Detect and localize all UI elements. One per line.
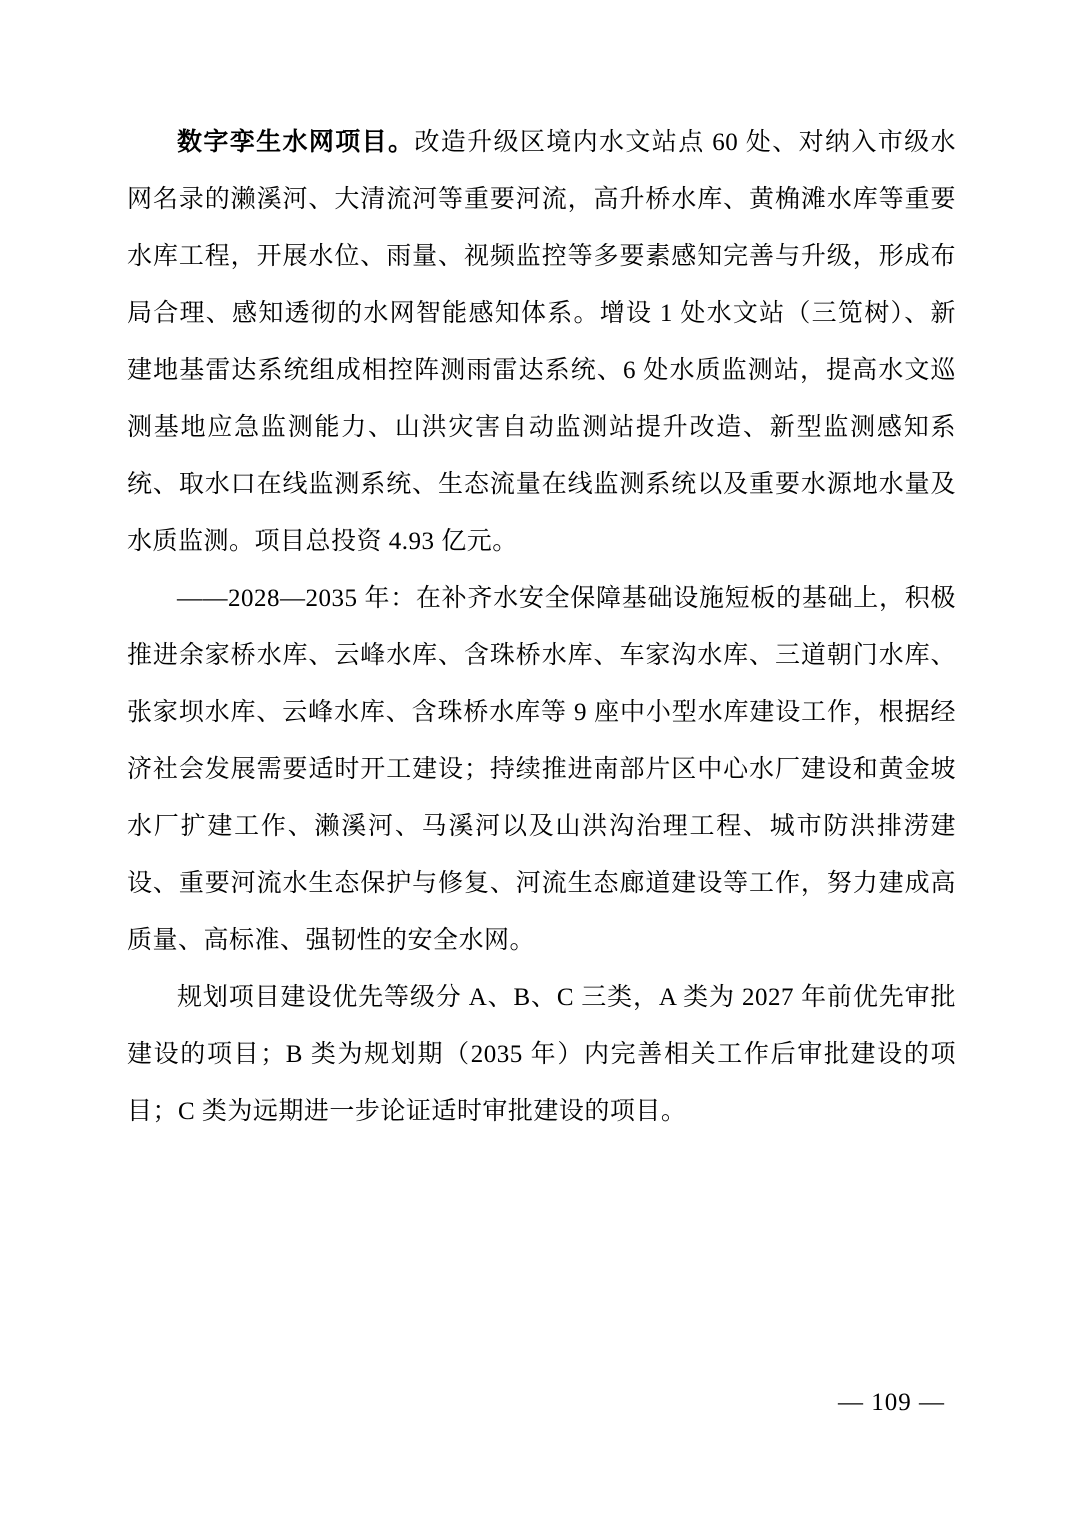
paragraph-text: ——2028—2035 年：在补齐水安全保障基础设施短板的基础上，积极推进余家桥水库、云峰水库、含珠桥水库、车家沟水库、三道朝门水库、张家坝水库、云峰水库、含珠桥水库等 9 座中小型水库建设工作，根据经济社会发展需要适时开工建设；持续推进南部片区中心水厂建设和黄金坡水厂扩建工作、濑溪河、马溪河以及山洪沟治理工程、城市防洪排涝建设、重要河流水生态保护与修复、河流生态廊道建设等工作，努力建成高质量、高标准、强韧性的安全水网。 xyxy=(127,585,956,954)
paragraph-digital-twin-water-network xyxy=(127,114,956,570)
document-body xyxy=(127,114,956,1140)
paragraph-text: 规划项目建设优先等级分 A、B、C 三类，A 类为 2027 年前优先审批建设的项目；B 类为规划期（2035 年）内完善相关工作后审批建设的项目；C 类为远期进一步论证适时审批建设的项目。 xyxy=(127,984,956,1125)
paragraph-text: 改造升级区境内水文站点 60 处、对纳入市级水网名录的濑溪河、大清流河等重要河流，高升桥水库、黄桷滩水库等重要水库工程，开展水位、雨量、视频监控等多要素感知完善与升级，形成布局合理、感知透彻的水网智能感知体系。增设 1 处水文站（三笕树）、新建地基雷达系统组成相控阵测雨雷达系统、6 处水质监测站，提高水文巡测基地应急监测能力、山洪灾害自动监测站提升改造、新型监测感知系统、取水口在线监测系统、生态流量在线监测系统以及重要水源地水量及水质监测。项目总投资 4.93 亿元。 xyxy=(127,129,956,555)
page-number: — 109 — xyxy=(838,1389,945,1416)
paragraph-lead-bold: 数字孪生水网项目。 xyxy=(177,128,415,156)
paragraph-2028-2035-plan xyxy=(127,570,956,969)
paragraph-priority-grades xyxy=(127,969,956,1140)
